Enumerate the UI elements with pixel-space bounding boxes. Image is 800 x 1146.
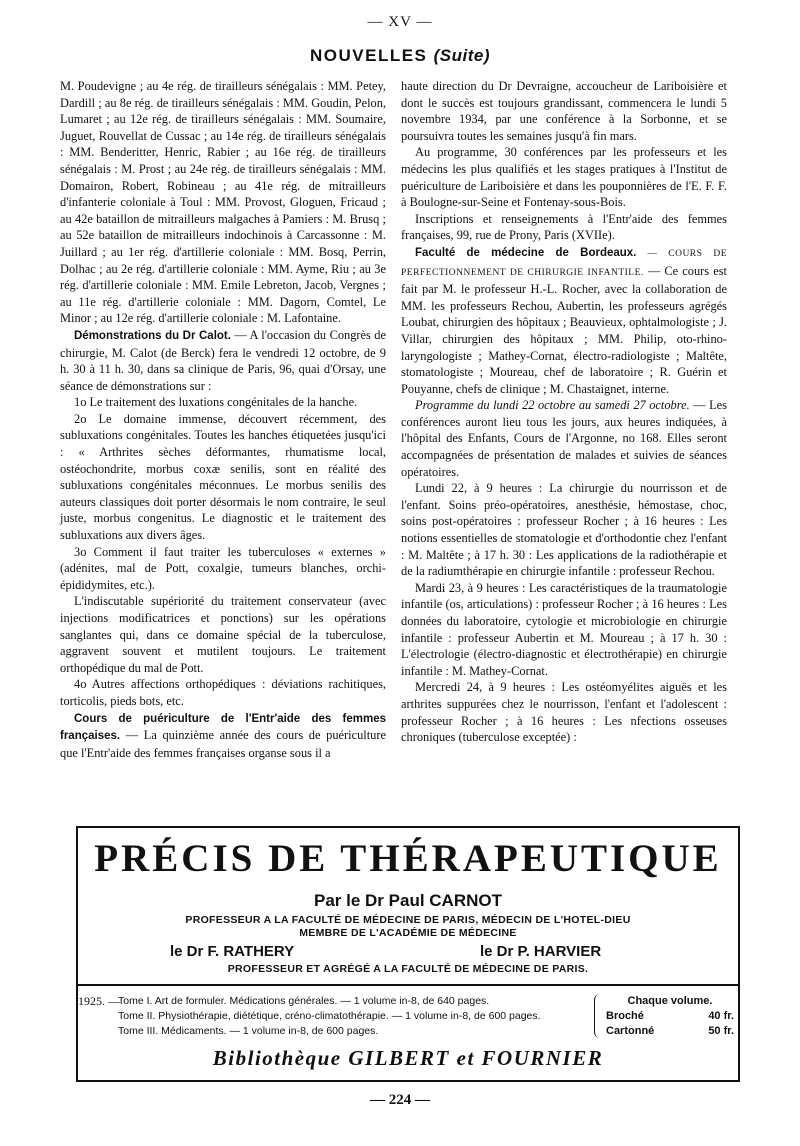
programme-dates-text: — Les conférences auront lieu tous les jours, aux heures indiquées, à l'hôpital des Enfants, Cours de l'Argonne, no 168. Elles seront accompagnées de présentation de malades et suivies de séances opératoires. [401, 398, 727, 479]
cours-text: — La quinzième année des cours de puériculture que l'Entr'aide des femmes françaises organse sous il a [60, 728, 386, 760]
ad-tome-2: Tome II. Physiothérapie, diététique, créno-climatothérapie. — 1 volume in-8, de 600 pages. [118, 1010, 541, 1022]
book-advertisement [76, 826, 740, 1082]
cours-continued-paragraph: haute direction du Dr Devraigne, accoucheur de Lariboisière et dont le succès est toujours grandissant, commencera le lundi 5 novembre 1934, par une conférence à la Sorbonne, et se poursuivra toutes les semaines jusqu'à fin mars. [401, 79, 727, 143]
mardi-paragraph: Mardi 23, à 9 heures : Les caractéristiques de la traumatologie infantile (os, articulations) : professeur Rocher ; à 16 heures : Les données du laboratoire, cytologie et microbiologie en chirurgie infantile : professeur Aubertin et M. Moureau ; à 17 h. 30 : L'électrologie (électro-diagnostic et électrothérapie) en chirurgie infantile : M. Mathey-Cornat. [401, 580, 727, 678]
cours-heading: Cours de puériculture de l'Entr'aide des femmes françaises. [60, 712, 386, 743]
right-column [401, 78, 727, 746]
bordeaux-paragraph [401, 244, 727, 397]
ad-price-list [606, 994, 734, 1039]
calot-text: — A l'occasion du Congrès de chirurgie, M. Calot (de Berck) fera le vendredi 12 octobre, de 9 h. 30 à 11 h. 30, dans sa clinique de Paris, 96, quai d'Orsay, une séance de démonstrations sur : [60, 327, 387, 393]
bordeaux-heading: Faculté de médecine de Bordeaux. [415, 246, 637, 259]
ad-cartonne-label: Cartonné [606, 1025, 655, 1037]
calot-item-2: 2o Le domaine immense, découvert récemment, des subluxations congénitales. Toutes les hanches étiquetées jusqu'ici : « Arthrites sèches déformantes, rhumatisme local, ostéochondrite, morbus coxæ senilis, sont en réalité des subluxations congénitales méconnues. Le morbus senilis des auteurs classiques doit porter désormais le nom contraire, le seul juste, morbus congenitus. Le diagnostic et le traitement des subluxations aux divers âges. [60, 411, 386, 543]
ad-divider [78, 984, 738, 986]
ad-year: 1925. — [78, 994, 120, 1008]
ad-coauthor-rathery: le Dr F. RATHERY [170, 943, 295, 960]
ad-tome-1: Tome I. Art de formuler. Médications générales. — 1 volume in-8, de 640 pages. [118, 995, 490, 1007]
calot-item-3-continued: L'indiscutable supériorité du traitement conservateur (avec injections modificatrices et ponctions) sur les opérations sanglantes qui, dans ce domaine spécial de la tuberculose, aggravent souvent et mutilent toujours. Le traitement orthopédique du mal de Pott. [60, 594, 386, 675]
section-name: NOUVELLES [309, 46, 428, 65]
mercredi-paragraph: Mercredi 24, à 9 heures : Les ostéomyélites aiguës et les arthrites suppurées chez le nourrisson, l'enfant et l'adolescent : professeur Rocher ; à 16 heures : Les nfections osseuses chroniques (tuberculose exceptée) : [401, 680, 727, 745]
ad-publisher: Bibliothèque GILBERT et FOURNIER [212, 1046, 604, 1070]
section-suffix: (Suite) [433, 46, 491, 65]
ad-price-heading: Chaque volume. [627, 995, 713, 1007]
calot-paragraph [60, 327, 386, 394]
ad-coauthors-title: PROFESSEUR ET AGRÉGÉ A LA FACULTÉ DE MÉDECINE DE PARIS. [227, 963, 589, 975]
ad-broche-price: 40 fr. [708, 1010, 734, 1022]
roman-page-number: — XV — [367, 14, 433, 30]
bordeaux-course-title: — COURS DE PERFECTIONNEMENT DE CHIRURGIE INFANTILE. [401, 248, 728, 278]
programme-paragraph: Au programme, 30 conférences par les professeurs et les médecins les plus qualifiés et les stages pratiques à l'Institut de puériculture de Lariboisière et dans les pouponnières de l'E. F. F. à Boulogne-sur-Seine et Fontenay-sous-Bois. [401, 145, 727, 210]
lundi-paragraph: Lundi 22, à 9 heures : La chirurgie du nourrisson et de l'enfant. Soins préo-opératoires, anesthésie, hémostase, choc, soins post-opératoires : professeur Rocher ; à 16 heures : Les notions essentielles de stomatologie et d'orthodontie chez l'enfant : M. Maltête ; à 17 h. 30 : Les applications de la radiothérapie et de la radiumthérapie en chirurgie infantile : professeur Rechou. [401, 481, 727, 579]
ad-broche-label: Broché [606, 1010, 644, 1022]
programme-dates: Programme du lundi 22 octobre au samedi 27 octobre. [415, 398, 690, 413]
ad-author: Par le Dr Paul CARNOT [314, 891, 502, 910]
ad-tome-3: Tome III. Médicaments. — 1 volume in-8, de 600 pages. [118, 1025, 379, 1037]
cours-paragraph [60, 710, 386, 762]
calot-item-3: 3o Comment il faut traiter les tuberculoses « externes » (adénites, mal de Pott, coxalgie, tumeurs blanches, orchi-épididymites, etc.). [60, 544, 386, 592]
inscriptions-paragraph: Inscriptions et renseignements à l'Entr'aide des femmes françaises, 99, rue de Prony, Paris (XVIIe). [401, 211, 727, 243]
calot-item-1: 1o Le traitement des luxations congénitales de la hanche. [74, 395, 358, 410]
ad-author-title: PROFESSEUR A LA FACULTÉ DE MÉDECINE DE PARIS, MÉDECIN DE L'HOTEL-DIEU [185, 914, 631, 926]
bordeaux-text: — Ce cours est fait par M. le professeur H.-L. Rocher, avec la collaboration de MM. les professeurs Rechou, Aubertin, les professeurs agrégés Loubat, chirurgien des hôpitaux ; Beauvieux, ophtalmologiste ; J. Villar, chirurgien des hôpitaux ; MM. Philip, oto-rhino-laryngologiste ; Mathey-Cornat, électro-radiologiste ; Maltête, stomatologiste ; Moureau, chef de laboratoire ; R. Guérin et Pouyanne, chefs de clinique ; M. Chastaignet, interne. [401, 263, 727, 396]
left-column [60, 78, 386, 761]
page-number: — 224 — [370, 1092, 430, 1108]
ad-author-membership: MEMBRE DE L'ACADÉMIE DE MÉDECINE [299, 927, 517, 939]
ad-brace [594, 994, 603, 1038]
calot-heading: Démonstrations du Dr Calot. [74, 329, 231, 342]
regiment-list-paragraph: M. Poudevigne ; au 4e rég. de tirailleurs sénégalais : MM. Petey, Dardill ; au 8e rég. de tirailleurs sénégalais : MM. Goudin, Pelon, Lumaret ; au 12e rég. de tirailleurs sénégalais : MM. Soumaire, Juguet, Rouvellat de Cussac ; au 14e rég. de tirailleurs sénégalais : MM. Benderitter, Henric, Rabier ; au 16e rég. de tirailleurs sénégalais : M. Prost ; au 24e rég. de tirailleurs sénégalais : MM. Domairon, Robert, Robineau ; au 41e rég. de mitrailleurs d'infanterie coloniale à Toul : MM. Provost, Gloguen, Fricaud ; au 42e bataillon de mitrailleurs malgaches à Pamiers : M. Brusq ; au 52e bataillon de mitrailleurs indochinois à Carcassonne : M. Juillard ; au 1er rég. d'artillerie coloniale : MM. Bosq, Perrin, Dolhac ; au 2e rég. d'artillerie coloniale : MM. Ayme, Riu ; au 3e rég. d'artillerie coloniale : MM. Emile Lebreton, Jacob, Vergnes ; au 11e rég. d'artillerie coloniale : MM. Dagorn, Comtel, Le Minor ; au 12e rég. d'artillerie coloniale : M. Lafontaine. [60, 79, 386, 326]
ad-book-title: PRÉCIS DE THÉRAPEUTIQUE [94, 837, 722, 880]
programme-dates-paragraph [401, 397, 727, 480]
ad-price-cartonne [606, 1024, 734, 1039]
section-title [0, 46, 800, 66]
calot-item-4: 4o Autres affections orthopédiques : déviations rachitiques, torticolis, pieds bots, etc. [60, 677, 386, 708]
ad-cartonne-price: 50 fr. [708, 1025, 734, 1037]
ad-price-broche [606, 1009, 734, 1024]
ad-coauthor-harvier: le Dr P. HARVIER [480, 943, 602, 960]
